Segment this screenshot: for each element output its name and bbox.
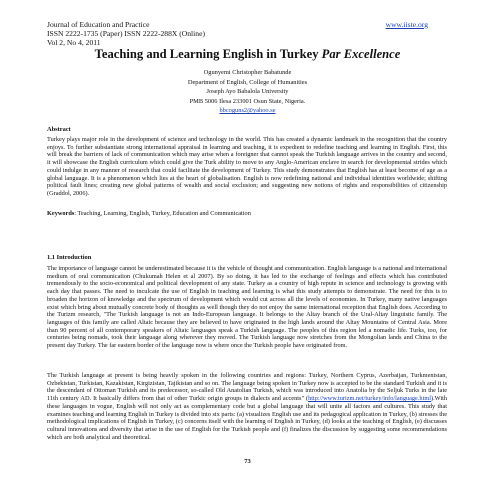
intro-paragraph-1: The importance of language cannot be underestimated because it is the vehicle of thought and communication. English language is a national and international medium of oral communication (Chukumah Helen et al 2007). By so doing, it has led to the exchange of feelings and effects which has contributed tremendously to the socio-economical and political development of any state. Turkey as a country of high repute in science and technology is growing with each day that passes. The need to inculcate the use of English in teaching and learning is what this study attempts to demonstrate. The need for this is to broaden the horizon of knowledge and the spectrum of development which would cut across all the levels of economies. In Turkey, many native languages exist which bring about mutually concrete body of thoughts as well though they do not enjoy the same international reception that English does. According to the Turizm research, "The Turkish language is not an Indo-European language. It belongs to the Altay branch of the Ural-Altay linguistic family. The languages of this family are called Altaic because they are believed to have originated in the high lands around the Altay Mountains of Central Asia. More than 90 percent of all contemporary speakers of Altaic languages speak a Turkish language. The peoples of this region led a nomadic life. Turks, too, for centuries being nomads, took their language along wherever they moved. The Turkish language now stretches from the Mongolian lands and China to the present day Turkey. The far eastern border of the language now is where once the Turkish people have originated from. <box>47 265 447 350</box>
page-number: 73 <box>244 458 251 465</box>
intro-paragraph-2-start: The Turkish language at present is being heavily spoken in the following countries and regions: Turkey, Northern Cyprus, Azerbaijan, Turkmenistan, Ozbekistan, Turkistan, Kazakistan, Kirgizistan, Tajikistan and so on. The language being spoken in Turkey now is accepted to be the standard Turkish and it is the descendant of Ottoman Turkish and its predecessor, so-called Old Anatolian Turkish, which was introduced into Anatolia by the Seljuk Turks in the late 11th century AD. It basically differs from that of other Turkic origin groups in dialects and accents" ( <box>47 372 447 403</box>
abstract-text: Turkey plays major role in the development of science and technology in the world. This has created a dynamic landmark in the recognition that the country enjoys. To further substantiate strong international appraisal in learning and teaching, it is expedient to redefine teaching and learning in English. First, this will break the barriers of lack of communication which may arise when a foreigner that cannot speak the Turkish language arrives in the country and second, it will showcase the English curriculum which could give the Turk ability to move to any Anglo-American enclave in search for developmental strides which could indulge in any manner of research that could facilitate the development of Turkey. This study demonstrates that English has at least become of age as a global language. It is a phenomenon which lies at the heart of globalisation. English is now redefining national and individual identities worldwide; shifting political fault lines; creating new global patterns of wealth and social exclusion; and suggesting new notions of rights and responsibilities of citizenship (Graddol, 2006). <box>47 136 447 197</box>
journal-name: Journal of Education and Practice <box>47 20 150 29</box>
journal-volume: Vol 2, No 4, 2011 <box>47 38 101 48</box>
article-title <box>47 47 448 62</box>
author-university: Joseph Ayo Babalola University <box>206 88 289 96</box>
author-email-link[interactable]: bbcoguns2@yahoo.se <box>219 107 276 115</box>
abstract-heading: Abstract <box>47 126 71 133</box>
journal-website-link[interactable]: www.iiste.org <box>385 20 428 29</box>
author-block <box>47 68 448 116</box>
author-name: Ogunyemi Christopher Babatunde <box>203 69 292 76</box>
intro-paragraph-2-end: ).With these languages in vogue, English will not only act as complementary code but a global language that will unite all factors and cultures. This study that examines teaching and learning English in Turkey is divided into six parts: (a) visualizes English use and its pedagogical application in Turkey, (b) stresses the methodological implications of English in Turkey, (c) concerns itself with the learning of English in Turkey, (d) looks at the teaching of English, (e) discusses cultural innovations and diversity that arise in the use of English for the Turkish people and (f) finalizes the discussion by suggesting some recommendations which are both analytical and theoretical. <box>47 395 447 441</box>
turizm-reference-link[interactable]: http://www.turizm.net/turkey/info/language.html <box>308 395 431 403</box>
journal-header <box>47 20 205 48</box>
title-italic: Par Excellence <box>321 47 401 61</box>
intro-heading: 1.1 Introduction <box>47 254 92 261</box>
title-main: Teaching and Learning English in Turkey <box>94 47 322 61</box>
keywords-list: : Teaching, Learning, English, Turkey, Education and Communication <box>74 210 251 217</box>
author-address: PMB 5006 Ilesa 233001 Osun State, Nigeria. <box>189 97 306 105</box>
journal-issn: ISSN 2222-1735 (Paper) ISSN 2222-288X (Online) <box>47 29 205 39</box>
keywords-line <box>47 210 251 217</box>
intro-paragraph-2 <box>47 372 447 441</box>
author-department: Department of English, College of Humanities <box>187 78 308 86</box>
keywords-label: Keywords <box>47 210 75 217</box>
